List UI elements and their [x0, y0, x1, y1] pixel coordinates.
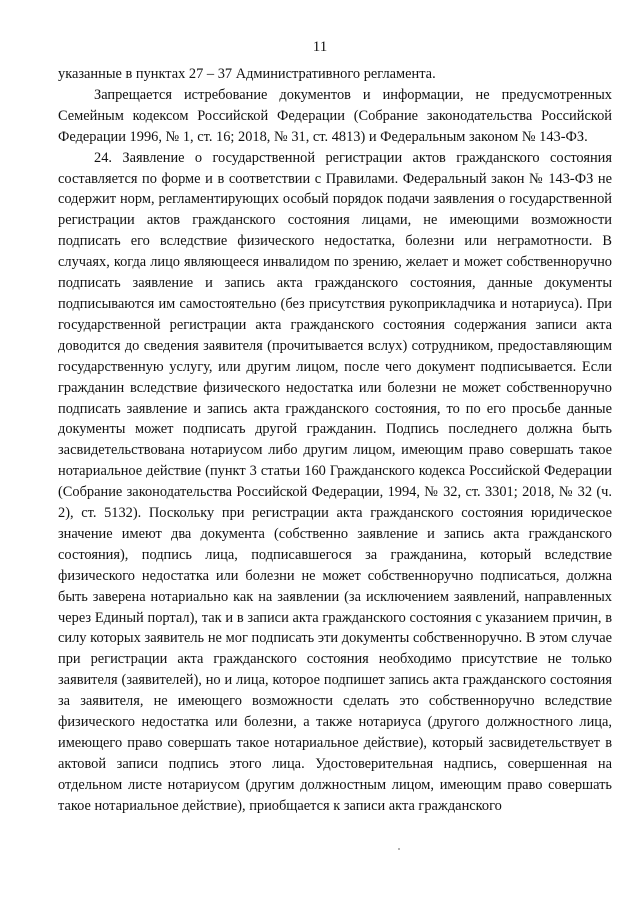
scan-speck: [398, 848, 400, 850]
paragraph-prohibition: Запрещается истребование документов и информации, не предусмотренных Семейным кодексом Российской Федерации (Собрание законодательства Российской Федерации 1996, № 1, ст. 16; 2018, № 31, ст. 4813) и Федеральным законом № 143-ФЗ.: [58, 86, 612, 145]
paragraph-continuation: указанные в пунктах 27 – 37 Административного регламента.: [58, 66, 436, 82]
document-body: [58, 64, 612, 817]
page-number: 11: [312, 39, 328, 55]
paragraph-item-24: 24. Заявление о государственной регистрации актов гражданского состояния составляется по форме и в соответствии с Правилами. Федеральный закон № 143-ФЗ не содержит норм, регламентирующих особый порядок подачи заявления о государственной регистрации актов гражданского состояния лицами, не имеющими возможности подписать его вследствие физического недостатка, болезни или неграмотности. В случаях, когда лицо являющееся инвалидом по зрению, желает и может собственноручно подписать заявление и запись акта гражданского состояния, данные документы подписываются им самостоятельно (без присутствия рукоприкладчика и нотариуса). При государственной регистрации акта гражданского состояния содержания записи акта доводится до сведения заявителя (прочитывается вслух) сотрудником, предоставляющим государственную услугу, или другим лицом, после чего документ подписывается. Если гражданин вследствие физического недостатка или болезни не может собственноручно подписать заявление и запись акта гражданского состояния, то по его просьбе данные документы может подписать другой гражданин. Подпись последнего должна быть засвидетельствована нотариусом либо другим лицом, имеющим право совершать такое нотариальное действие (пункт 3 статьи 160 Гражданского кодекса Российской Федерации (Собрание законодательства Российской Федерации, 1994, № 32, ст. 3301; 2018, № 32 (ч. 2), ст. 5132). Поскольку при регистрации акта гражданского состояния юридическое значение имеют два документа (собственно заявление и запись акта гражданского состояния), подпись лица, подписавшегося за гражданина, который вследствие физического недостатка или болезни не может собственноручно подписаться, должна быть заверена нотариально как на заявлении (за исключением заявлений, направленных через Единый портал), так и в записи акта гражданского состояния с указанием причин, в силу которых заявитель не мог подписать эти документы собственноручно. В этом случае при регистрации акта гражданского состояния необходимо присутствие не только заявителя (заявителей), но и лица, которое подпишет запись акта гражданского состояния за заявителя, не имеющего возможности сделать это собственноручно вследствие физического недостатка или болезни, а также нотариуса (другого должностного лица, имеющего право совершать такое нотариальное действие), который засвидетельствует в актовой записи подпись этого лица. Удостоверительная надпись, совершенная на отдельном листе нотариусом (другим должностным лицом, имеющим право совершать такое нотариальное действие), приобщается к записи акта гражданского: [58, 149, 612, 814]
